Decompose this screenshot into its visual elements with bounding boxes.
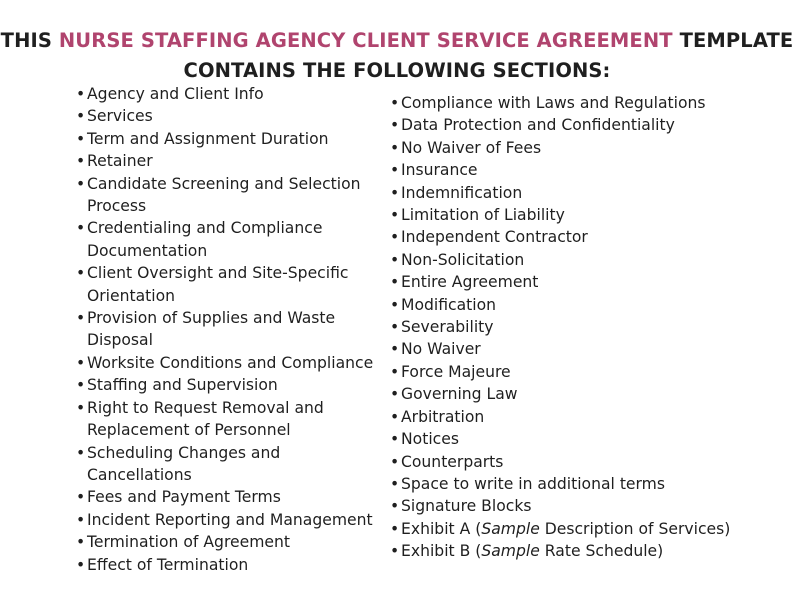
list-item: • Right to Request Removal and Replacement of Personnel [76,397,381,442]
list-item: • Compliance with Laws and Regulations [390,92,790,114]
list-item: • Force Majeure [390,361,790,383]
list-item: • Services [76,105,381,127]
exhibit-a-item [390,518,790,540]
list-item: • Provision of Supplies and Waste Disposal [76,307,381,352]
list-item: • Credentialing and Compliance Documentation [76,217,381,262]
sections-list-right [390,92,790,563]
list-item: • Counterparts [390,451,790,473]
list-item: • Insurance [390,159,790,181]
list-item: • Scheduling Changes and Cancellations [76,442,381,487]
list-item: • Data Protection and Confidentiality [390,114,790,136]
heading-prefix: THIS [0,29,59,52]
list-item: • Severability [390,316,790,338]
list-item: • Governing Law [390,383,790,405]
list-item: • Independent Contractor [390,226,790,248]
list-item: • Limitation of Liability [390,204,790,226]
list-item: • Staffing and Supervision [76,374,381,396]
exhibit-b-sample: Sample [481,542,540,561]
exhibit-a-prefix: Exhibit A ( [401,519,482,538]
list-item: • No Waiver [390,338,790,360]
exhibit-b-prefix: Exhibit B ( [401,542,482,561]
exhibit-b-suffix: Rate Schedule) [539,542,664,561]
list-item: • Effect of Termination [76,554,381,576]
list-item: • Candidate Screening and Selection Process [76,173,381,218]
exhibit-b-item [390,540,790,562]
heading-line-1 [0,26,794,56]
list-item: • Space to write in additional terms [390,473,790,495]
exhibit-a-suffix: Description of Services) [539,519,731,538]
list-item: • Incident Reporting and Management [76,509,381,531]
heading-suffix: TEMPLATE [672,29,794,52]
list-item: • Client Oversight and Site-Specific Orientation [76,262,381,307]
list-item: • Termination of Agreement [76,531,381,553]
exhibit-a-sample: Sample [481,519,540,538]
list-item: • Modification [390,294,790,316]
page-heading [0,26,794,86]
list-item: • Agency and Client Info [76,83,381,105]
list-item: • Fees and Payment Terms [76,486,381,508]
list-item: • Signature Blocks [390,495,790,517]
list-item: • Worksite Conditions and Compliance [76,352,381,374]
list-item: • Arbitration [390,406,790,428]
list-item: • Notices [390,428,790,450]
list-item: • Retainer [76,150,381,172]
sections-list-left [76,83,381,576]
list-item: • No Waiver of Fees [390,137,790,159]
heading-accent-title: NURSE STAFFING AGENCY CLIENT SERVICE AGREEMENT [58,29,673,52]
list-item: • Term and Assignment Duration [76,128,381,150]
list-item: • Non-Solicitation [390,249,790,271]
heading-line-2: CONTAINS THE FOLLOWING SECTIONS: [183,59,611,82]
list-item: • Indemnification [390,182,790,204]
list-item: • Entire Agreement [390,271,790,293]
